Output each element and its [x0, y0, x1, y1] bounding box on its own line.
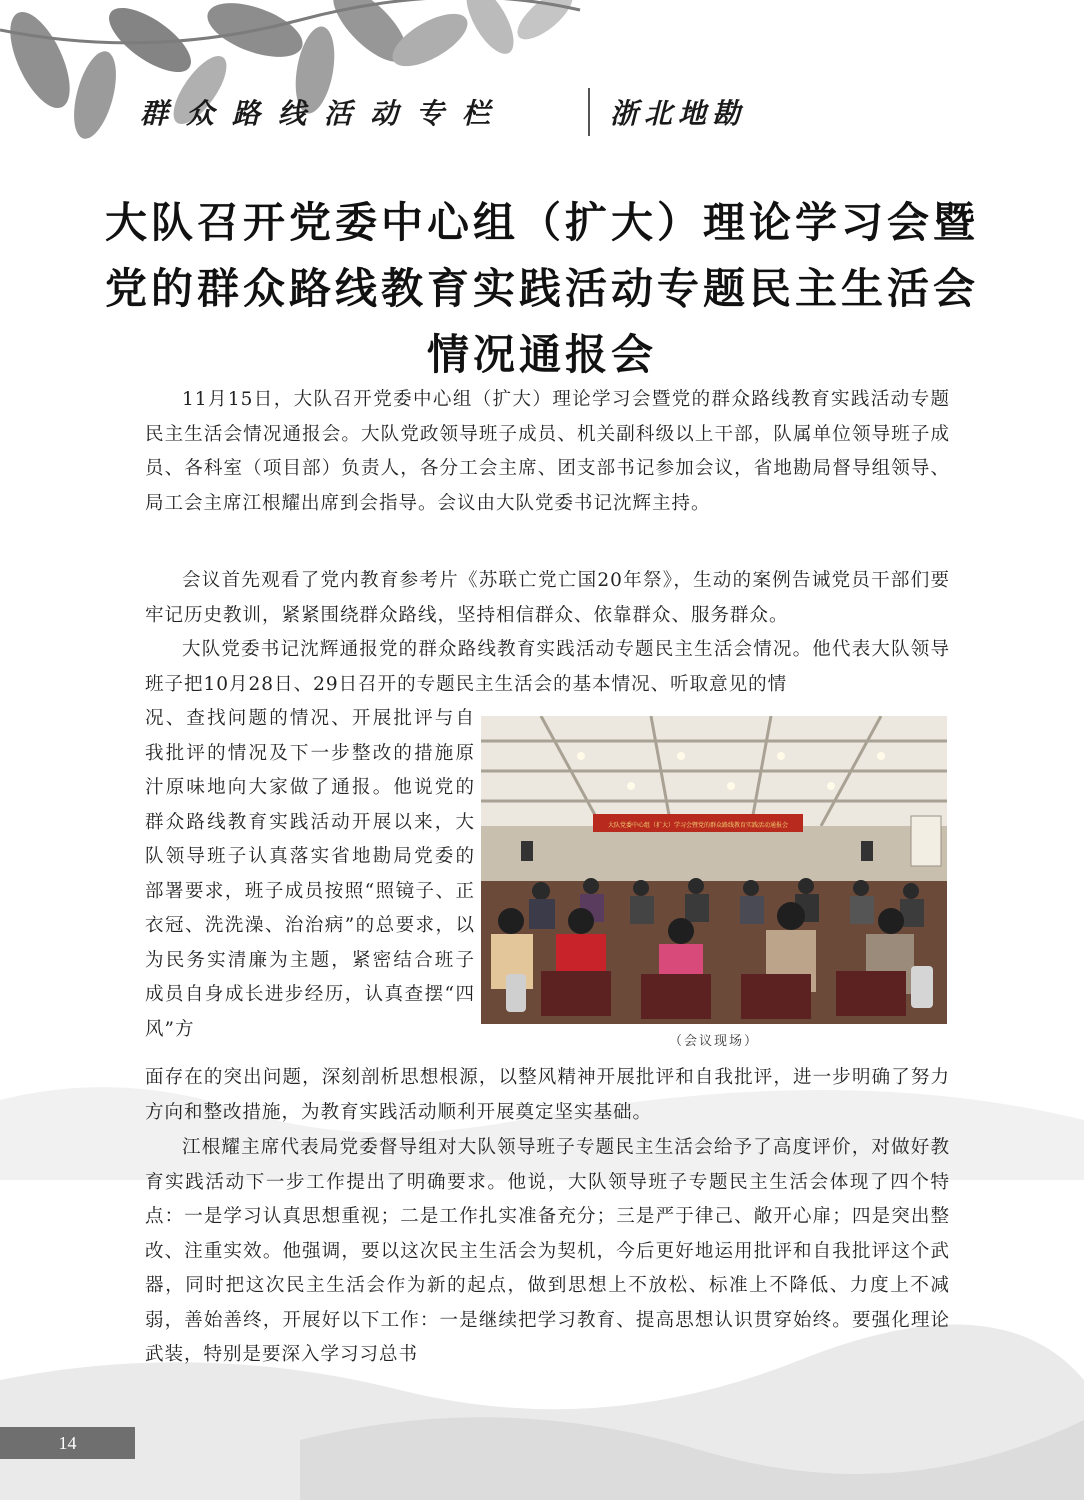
page-number: 14 [58, 1433, 77, 1453]
unit-name: 浙北地勘 [610, 97, 747, 130]
photo-caption: （会议现场） [668, 1034, 759, 1049]
meeting-photo [481, 716, 947, 1024]
title-line-2: 党的群众路线教育实践活动专题民主生活会 [104, 264, 979, 313]
header-divider [588, 88, 590, 136]
title-line-1: 大队召开党委中心组（扩大）理论学习会暨 [104, 198, 979, 247]
paragraph-3c: 面存在的突出问题，深刻剖析思想根源，以整风精神开展批评和自我批评，进一步明确了努力方向和整改措施，为教育实践活动顺利开展奠定坚实基础。 [145, 1067, 950, 1123]
paragraph-3b: 况、查找问题的情况、开展批评与自我批评的情况及下一步整改的措施原汁原味地向大家做了通报。他说党的群众路线教育实践活动开展以来，大队领导班子认真落实省地勘局党委的部署要求，班子成员按照“照镜子、正衣冠、洗洗澡、治治病”的总要求，以为民务实清廉为主题，紧密结合班子成员自身成长进步经历，认真查摆“四风”方 [145, 708, 475, 1040]
paragraph-4: 江根耀主席代表局党委督导组对大队领导班子专题民主生活会给予了高度评价，对做好教育实践活动下一步工作提出了明确要求。他说，大队领导班子专题民主生活会体现了四个特点：一是学习认真思想重视；二是工作扎实准备充分；三是严于律己、敞开心扉；四是突出整改、注重实效。他强调，要以这次民主生活会为契机，今后更好地运用批评和自我批评这个武器，同时把这次民主生活会作为新的起点，做到思想上不放松、标准上不降低、力度上不减弱，善始善终，开展好以下工作：一是继续把学习教育、提高思想认识贯穿始终。要强化理论武装，特别是要深入学习习总书 [145, 1137, 950, 1365]
page-header [140, 92, 840, 136]
paragraph-3a: 大队党委书记沈辉通报党的群众路线教育实践活动专题民主生活会情况。他代表大队领导班子把10月28日、29日召开的专题民主生活会的基本情况、听取意见的情 [145, 639, 950, 695]
title-line-3: 情况通报会 [426, 330, 657, 379]
paragraph-1: 11月15日，大队召开党委中心组（扩大）理论学习会暨党的群众路线教育实践活动专题民主生活会情况通报会。大队党政领导班子成员、机关副科级以上干部，队属单位领导班子成员、各科室（项目部）负责人，各分工会主席、团支部书记参加会议，省地勘局督导组领导、局工会主席江根耀出席到会指导。会议由大队党委书记沈辉主持。 [145, 389, 950, 514]
photo-banner-text: 大队党委中心组（扩大）学习会暨党的群众路线教育实践活动通报会 [607, 822, 789, 829]
column-name: 群众路线活动专栏 [140, 97, 509, 130]
article-title [100, 190, 984, 388]
paragraph-2: 会议首先观看了党内教育参考片《苏联亡党亡国20年祭》，生动的案例告诫党员干部们要牢记历史教训，紧紧围绕群众路线，坚持相信群众、依靠群众、服务群众。 [145, 570, 950, 626]
